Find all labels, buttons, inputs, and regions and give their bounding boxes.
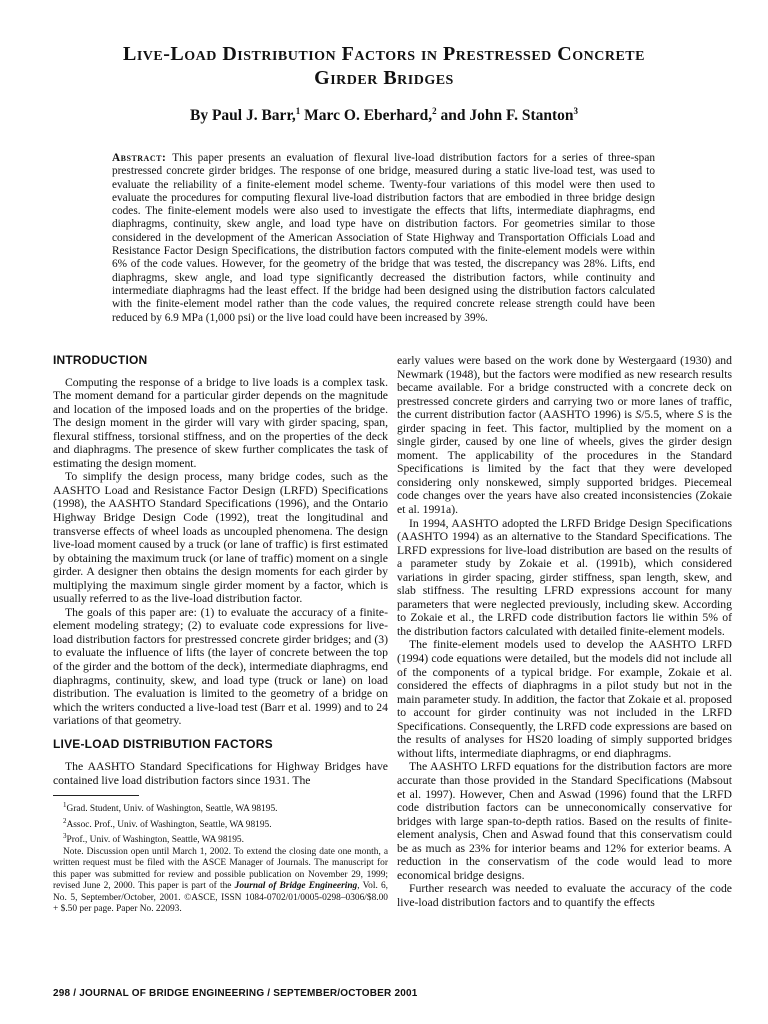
variable-s: S	[635, 408, 642, 422]
page-footer: 298 / JOURNAL OF BRIDGE ENGINEERING / SEPTEMBER/OCTOBER 2001	[53, 988, 418, 999]
right-paragraph-2: In 1994, AASHTO adopted the LRFD Bridge Design Specifications (AASHTO 1994) as an alternative to the Standard Specifications. The LRFD expressions for live-load distribution are based on the results of a parameter study by Zokaie et al. (1991b), which considered variations in girder spacing, girder stiffness, span length, skew, and slab stiffness. The resulting LFRD expressions account for many parameters that were neglected previously, including skew. According to Zokaie et al., the LRFD code distribution factors lie within 5% of the distribution factors calculated with detailed finite-element models.	[397, 516, 732, 638]
author-line	[60, 106, 708, 125]
abstract-text: This paper presents an evaluation of flexural live-load distribution factors for a series of three-span prestressed concrete girder bridges. The response of one bridge, measured during a static live-load test, was used to evaluate the reliability of a finite-element model scheme. Twenty-four variations of this model were then used to evaluate the procedures for computing flexural live-load distribution factors that are embodied in three bridge design codes. The finite-element models were also used to investigate the effects that lifts, intermediate diaphragms, end diaphragms, continuity, skew angle, and load type have on distribution factors. For geometries similar to those considered in the development of the American Association of State Highway and Transportation Officials Load and Resistance Factor Design Specifications, the distribution factors computed with the finite-element models were within 6% of the code values. However, for the geometry of the bridge that was tested, the discrepancy was 28%. Lifts, end diaphragms, skew angle, and load type significantly decreased the distribution factors, while continuity and intermediate diaphragms had the least effect. If the bridge had been designed using the distribution factors calculated with the finite-element model rather than the code values, the required concrete release strength could have been reduced by 6.9 MPa (1,000 psi) or the live load could have been increased by 39%.	[112, 152, 655, 324]
author-3: and John F. Stanton	[436, 107, 574, 125]
author-1-mark: 1	[295, 106, 301, 116]
author-prefix: By	[189, 107, 212, 125]
paper-title	[60, 42, 708, 90]
left-column	[53, 354, 388, 915]
footnote-2-mark: 2	[63, 816, 67, 825]
right-p1-text-c: is the girder spacing in feet. This factor, multiplied by the moment on a single girder, caused by one line of wheels, gives the girder design moment. The applicability of the procedures in the Standard Specifications is limited by the fact that they were developed considering only nonskewed, simply supported bridges. Piecemeal code changes over the years have also created inconsistencies (Zokaie et al. 1991a).	[397, 408, 732, 517]
footnote-3-text: Prof., Univ. of Washington, Seattle, WA 98195.	[66, 835, 244, 846]
journal-name: Journal of Bridge Engineering	[234, 881, 358, 892]
introduction-heading: INTRODUCTION	[53, 353, 148, 367]
author-1: Paul J. Barr,	[211, 107, 296, 125]
title-line-1: Live-Load Distribution Factors in Prestressed Concrete	[123, 43, 645, 65]
right-paragraph-1	[397, 354, 732, 517]
right-paragraph-4: The AASHTO LRFD equations for the distribution factors are more accurate than those provided in the Standard Specifications (Mabsout et al. 1997). However, Chen and Aswad (1996) found that the LRFD code distribution factors can be unneconomically conservative for bridges with large span-to-depth ratios. Based on the results of finite-element analysis, Chen and Aswad found that this conservatism could be as much as 23% for interior beams and 12% for exterior beams. A reduction in the conservatism of the code would lead to more economical bridge designs.	[397, 760, 732, 882]
footnote-divider	[53, 795, 139, 796]
discussion-note	[53, 847, 388, 915]
right-paragraph-5: Further research was needed to evaluate the accuracy of the code live-load distribution factors and to quantify the effects	[397, 882, 732, 909]
abstract	[112, 152, 655, 325]
lldf-heading: LIVE-LOAD DISTRIBUTION FACTORS	[53, 736, 273, 751]
variable-s-2: S	[697, 408, 704, 422]
author-2: Marc O. Eberhard,	[300, 107, 433, 125]
title-line-2: Girder Bridges	[314, 67, 454, 89]
footnote-1-text: Grad. Student, Univ. of Washington, Seattle, WA 98195.	[66, 804, 278, 815]
footnote-2-text: Assoc. Prof., Univ. of Washington, Seattle, WA 98195.	[66, 820, 272, 831]
intro-paragraph-2: To simplify the design process, many bridge codes, such as the AASHTO Load and Resistance Factor Design (LRFD) Specifications (1998), the AASHTO Standard Specifications (1996), and the Ontario Highway Bridge Design Code (1992), treat the longitudinal and transverse effects of wheel loads as uncoupled phenomena. The design live-load moment caused by a truck (or lane of traffic) is first estimated by obtaining the maximum truck (or lane of traffic) moment on a single girder. A designer then obtains the design moments for each girder by multiplying the maximum single girder moment by a factor, which is usually referred to as the live-load distribution factor.	[53, 470, 388, 606]
note-text-b: , Vol. 6, No. 5, September/October, 2001. ©ASCE, ISSN 1084-0702/01/0005-0298–0306/$8.00 + $.50 per page. Paper No. 22093.	[53, 881, 389, 915]
footnote-3	[53, 831, 388, 847]
right-paragraph-3: The finite-element models used to develop the AASHTO LRFD (1994) code equations were detailed, but the models did not include all of the components of a typical bridge. For example, Zokaie et al. considered the effects of diaphragms in a pilot study but not in the main parameter study. In addition, the factor that Zokaie et al. proposed to account for girder continuity was not included in the LRFD Specifications. Consequently, the LRFD code expressions are based on the results of analyses for HS20 loading of simply supported bridges without lifts, intermediate diaphragms, or end diaphragms.	[397, 638, 732, 760]
footnote-1	[53, 800, 388, 816]
footnote-3-mark: 3	[63, 832, 67, 841]
author-2-mark: 2	[432, 106, 437, 116]
author-3-mark: 3	[573, 106, 579, 116]
right-p1-text-b: /5.5, where	[641, 408, 698, 422]
note-text-a: Note. Discussion open until March 1, 2002. To extend the closing date one month, a written request must be filed with the ASCE Manager of Journals. The manuscript for this paper was submitted for review and possible publication on November 29, 1999; revised June 2, 2000. This paper is part of the	[53, 847, 388, 892]
lldf-paragraph-1: The AASHTO Standard Specifications for Highway Bridges have contained live load distribution factors since 1931. The	[53, 760, 388, 787]
right-p1-text-a: early values were based on the work done by Westergaard (1930) and Newmark (1948), but the factors were modified as new research results became available. For a bridge constructed with a concrete deck on prestressed concrete girders and carrying two or more lanes of traffic, the current distribution factor (AASHTO 1996) is	[397, 354, 732, 422]
right-column	[397, 354, 732, 909]
footnote-2	[53, 816, 388, 832]
intro-paragraph-1: Computing the response of a bridge to live loads is a complex task. The moment demand for a particular girder depends on the magnitude and location of the imposed loads and on the properties of the bridge. The design moment in the girder will vary with girder spacing, span, flexural stiffness, torsional stiffness, and on the properties of the deck and diaphragms. The presence of skew further complicates the task of estimating the design moment.	[53, 375, 388, 470]
intro-paragraph-3: The goals of this paper are: (1) to evaluate the accuracy of a finite-element modeling strategy; (2) to evaluate code expressions for live-load distribution factors for prestressed concrete girder bridges; and (3) to evaluate the influence of lifts (the layer of concrete between the top of the girder and the bottom of the deck), intermediate diaphragms, end diaphragms, continuity, skew, and load type (truck or lane) on load distribution. The evaluation is limited to the geometry of a bridge on which the writers conducted a live-load test (Barr et al. 1999) and to 24 variations of that geometry.	[53, 605, 388, 728]
footnote-1-mark: 1	[63, 801, 67, 810]
abstract-label: Abstract:	[112, 152, 167, 164]
footnotes	[53, 800, 388, 915]
